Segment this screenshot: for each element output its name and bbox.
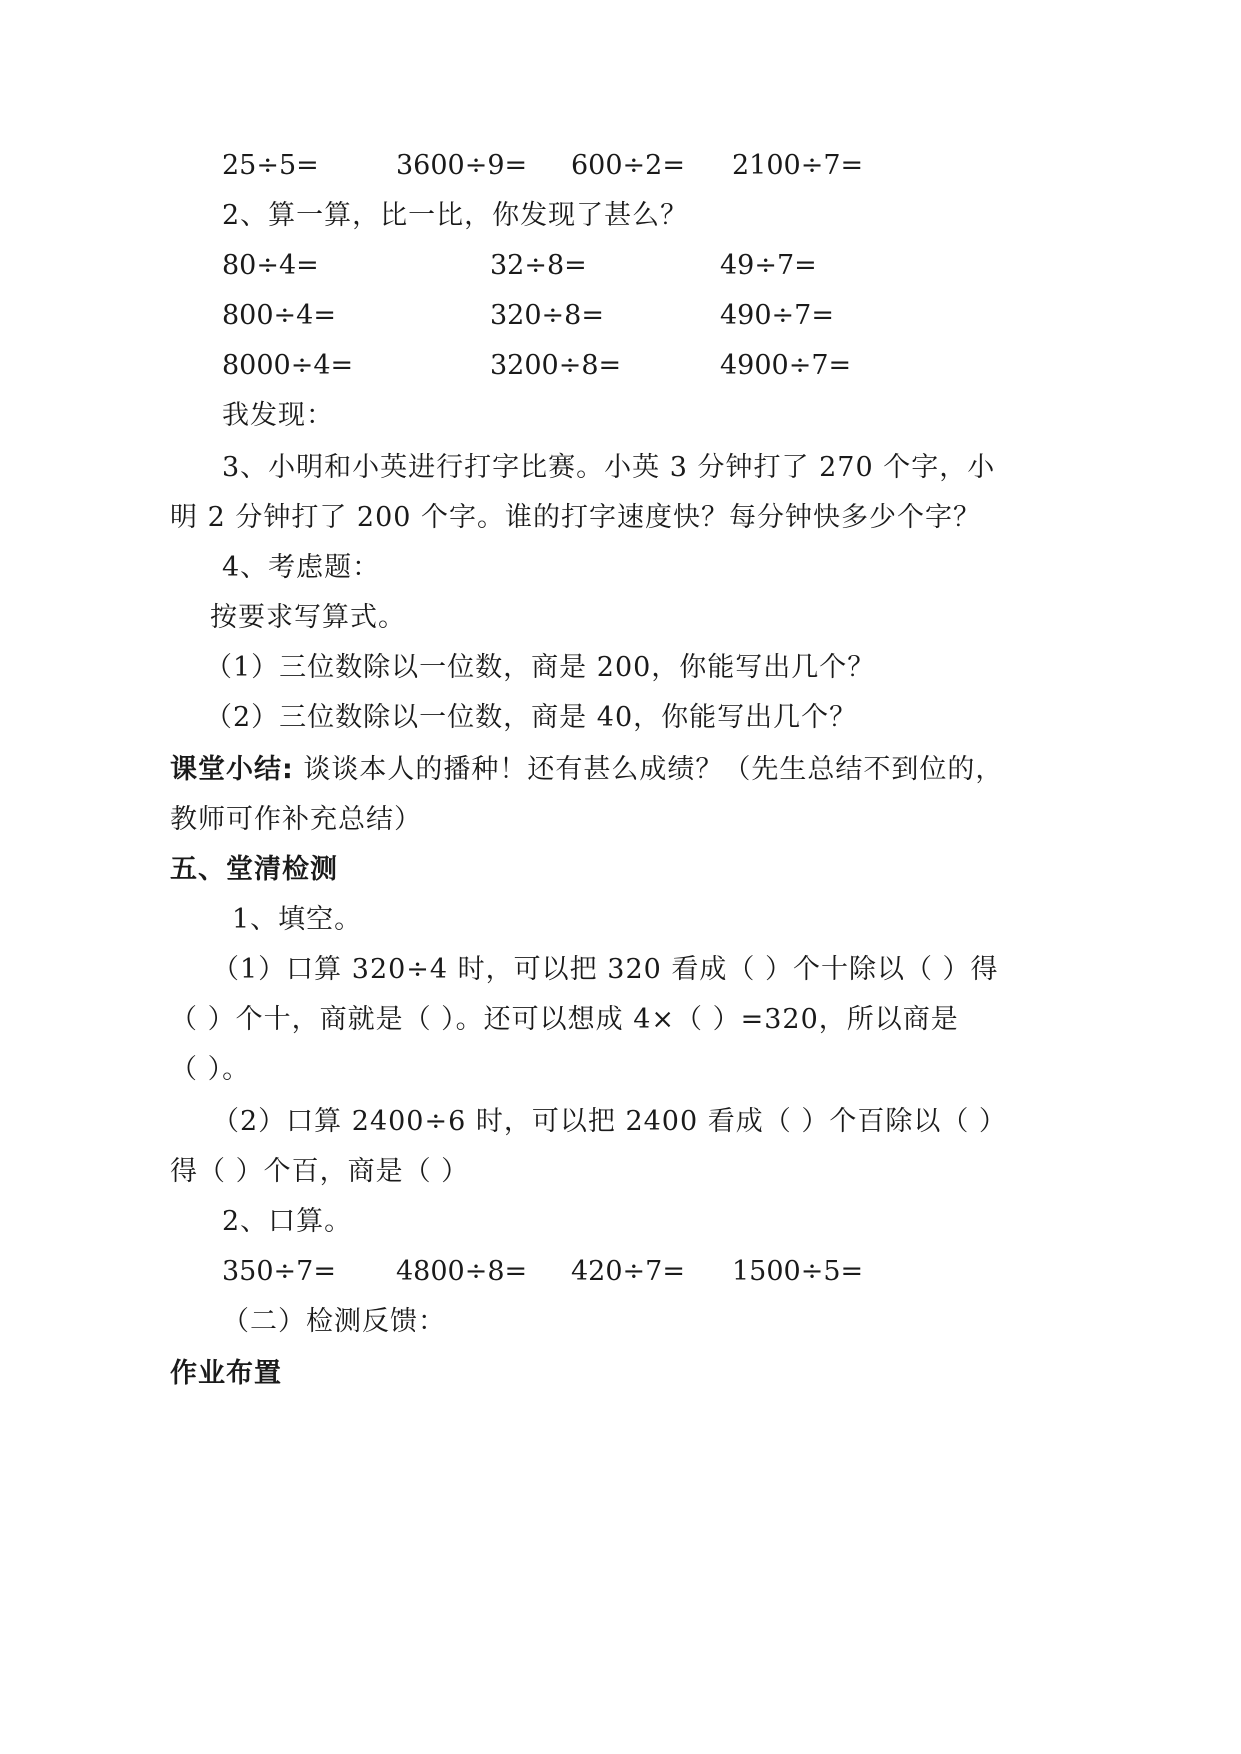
equation: 490÷7= — [720, 300, 834, 331]
summary-label: 课堂小结: — [170, 754, 294, 785]
question-3-line-1: 3、小明和小英进行打字比赛。小英 3 分钟打了 270 个字，小 — [222, 452, 996, 483]
equation: 4900÷7= — [720, 350, 852, 381]
question-2-title: 2、算一算，比一比，你发现了甚么？ — [222, 200, 689, 231]
discover-label: 我发现： — [222, 400, 334, 431]
equation: 4800÷8= — [396, 1256, 528, 1287]
oral-calc-title: 2、口算。 — [222, 1206, 353, 1237]
equation: 350÷7= — [222, 1256, 336, 1287]
summary-text: 谈谈本人的播种！还有甚么成绩？（先生总结不到位的， — [293, 754, 1004, 785]
equation: 3600÷9= — [396, 150, 528, 181]
fill-blank-1-line-3: （ ）。 — [170, 1054, 251, 1085]
fill-blank-2-line-2: 得（ ）个百，商是（ ） — [170, 1156, 470, 1187]
feedback-label: （二）检测反馈： — [222, 1306, 446, 1337]
question-4-intro: 按要求写算式。 — [210, 602, 406, 633]
equation: 3200÷8= — [490, 350, 622, 381]
equation: 320÷8= — [490, 300, 604, 331]
fill-blank-1-line-2: （ ）个十，商就是（ ）。还可以想成 4×（ ）=320，所以商是 — [170, 1004, 959, 1035]
section-5-heading: 五、堂清检测 — [170, 854, 338, 885]
equation: 600÷2= — [571, 150, 685, 181]
homework-heading: 作业布置 — [170, 1358, 282, 1389]
equation: 25÷5= — [222, 150, 319, 181]
equation: 32÷8= — [490, 250, 587, 281]
equation: 49÷7= — [720, 250, 817, 281]
question-4-part-1: （1）三位数除以一位数，商是 200，你能写出几个？ — [205, 652, 876, 683]
equation: 2100÷7= — [732, 150, 864, 181]
summary-line-2: 教师可作补充总结） — [170, 804, 422, 835]
equation: 8000÷4= — [222, 350, 354, 381]
fill-blank-title: 1、填空。 — [232, 904, 363, 935]
question-4-title: 4、考虑题： — [222, 552, 381, 583]
fill-blank-2-line-1: （2）口算 2400÷6 时，可以把 2400 看成（ ）个百除以（ ） — [212, 1106, 1007, 1137]
summary-line-1 — [170, 752, 1003, 788]
equation: 1500÷5= — [732, 1256, 864, 1287]
equation: 800÷4= — [222, 300, 336, 331]
equation: 420÷7= — [571, 1256, 685, 1287]
question-3-line-2: 明 2 分钟打了 200 个字。谁的打字速度快？每分钟快多少个字？ — [170, 502, 982, 533]
equation: 80÷4= — [222, 250, 319, 281]
fill-blank-1-line-1: （1）口算 320÷4 时，可以把 320 看成（ ）个十除以（ ）得 — [212, 954, 999, 985]
question-4-part-2: （2）三位数除以一位数，商是 40，你能写出几个？ — [205, 702, 858, 733]
